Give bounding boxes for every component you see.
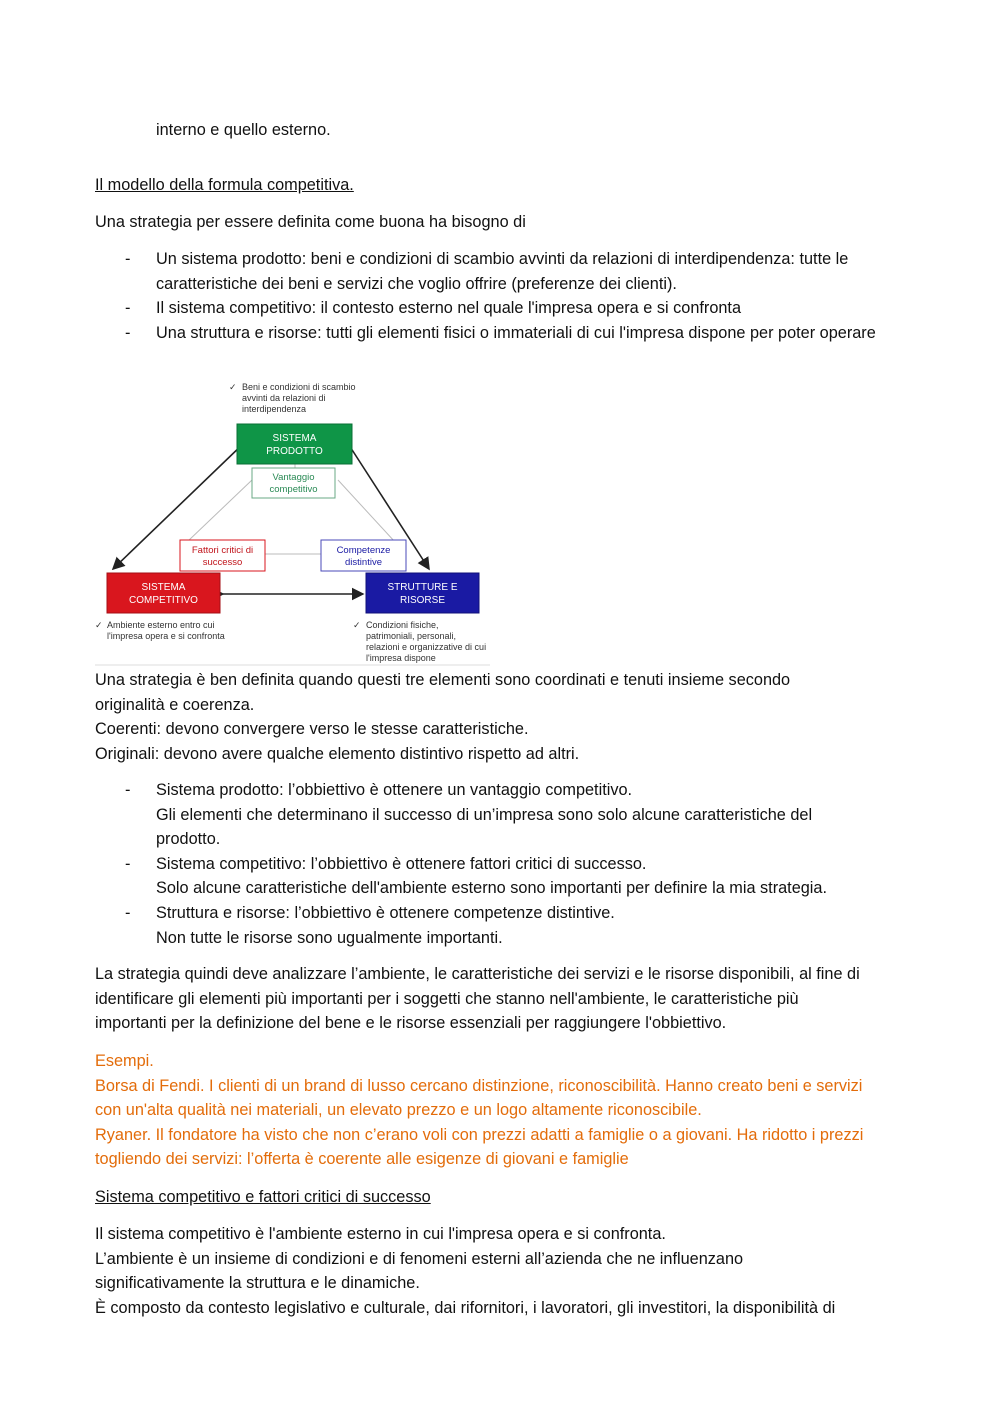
label-text: distintive — [345, 557, 382, 568]
paragraph-strategy-defined — [95, 668, 915, 766]
note-line: Ambiente esterno entro cui — [107, 620, 215, 630]
note-line: Condizioni fisiche, — [366, 620, 439, 630]
list-item-text: Il sistema competitivo: il contesto esterno nel quale l'impresa opera e si confronta — [156, 299, 742, 318]
list-item-text: Un sistema prodotto: beni e condizioni di scambio avvinti da relazioni di interdipendenza: tutte le caratteristiche dei beni e servizi che voglio offrire (preferenze dei clienti). — [156, 250, 849, 293]
lead-paragraph: Una strategia per essere definita come buona ha bisogno di — [95, 213, 526, 231]
check-icon: ✓ — [95, 620, 103, 630]
note-left — [95, 620, 225, 641]
top-note-line: avvinti da relazioni di — [242, 393, 326, 403]
note-line: relazioni e organizzative di cui — [366, 642, 487, 652]
box-label: PRODOTTO — [266, 446, 323, 457]
list-item-line: Non tutte le risorse sono ugualmente importanti. — [156, 928, 503, 947]
list-item-line: Sistema competitivo: l’obbiettivo è ottenere fattori critici di successo. — [156, 854, 647, 873]
bullet-dash: - — [125, 323, 131, 342]
paragraph-line: Il sistema competitivo è l'ambiente esterno in cui l'impresa opera e si confronta. — [95, 1225, 666, 1243]
bullet-dash: - — [125, 250, 131, 268]
list-item — [0, 296, 916, 321]
section-heading-competitive: Sistema competitivo e fattori critici di successo — [95, 1188, 431, 1206]
list-item-line: prodotto. — [156, 830, 221, 849]
list-item-text: Una struttura e risorse: tutti gli elementi fisici o immateriali di cui l'impresa dispone per poter operare — [156, 323, 876, 342]
box-label: STRUTTURE E — [387, 582, 458, 593]
bullet-dash: - — [125, 903, 131, 922]
list-item-line: Sistema prodotto: l’obbiettivo è ottenere un vantaggio competitivo. — [156, 781, 633, 799]
label-vantaggio-competitivo — [252, 468, 335, 498]
formula-bullet-list — [0, 247, 1000, 345]
paragraph-line: originalità e coerenza. — [95, 695, 255, 714]
box-label: COMPETITIVO — [129, 595, 198, 606]
label-text: successo — [202, 557, 243, 568]
examples-line: Esempi. — [95, 1052, 154, 1070]
top-note-line: Beni e condizioni di scambio — [242, 382, 356, 392]
section-heading-formula: Il modello della formula competitiva. — [95, 176, 354, 194]
list-item — [0, 247, 916, 296]
list-item — [0, 321, 916, 346]
label-text: competitivo — [269, 484, 318, 495]
label-text: Vantaggio — [272, 472, 315, 483]
paragraph-line: identificare gli elementi più importanti per i soggetti che stanno nell'ambiente, le caratteristiche più — [95, 989, 799, 1008]
paragraph-line: L’ambiente è un insieme di condizioni e di fenomeni esterni all’azienda che ne influenzano — [95, 1249, 744, 1268]
bullet-dash: - — [125, 781, 131, 799]
label-fattori-critici — [180, 540, 265, 571]
paragraph-competitive-system — [95, 1222, 915, 1320]
paragraph-line: importanti per la definizione del bene e le risorse essenziali per raggiungere l'obbiettivo. — [95, 1014, 727, 1033]
box-label: SISTEMA — [272, 433, 317, 444]
box-label: SISTEMA — [141, 582, 186, 593]
examples-line: togliendo dei servizi: l’offerta è coerente alle esigenze di giovani e famiglie — [95, 1150, 629, 1169]
list-item — [0, 852, 916, 901]
note-line: l'impresa dispone — [366, 653, 436, 663]
list-item-line: Struttura e risorse: l’obbiettivo è ottenere competenze distintive. — [156, 903, 615, 922]
check-icon: ✓ — [353, 620, 361, 630]
note-line: patrimoniali, personali, — [366, 631, 457, 641]
note-line: l'impresa opera e si confronta — [107, 631, 225, 641]
list-item — [0, 901, 916, 950]
examples-line: con un'alta qualità nei materiali, un elevato prezzo e un logo altamente riconoscibile. — [95, 1101, 702, 1120]
objectives-bullet-list — [0, 778, 1000, 950]
list-item-line: Solo alcune caratteristiche dell'ambiente esterno sono importanti per definire la mia strategia. — [156, 879, 827, 898]
bullet-dash: - — [125, 299, 131, 318]
examples-block — [95, 1049, 915, 1172]
paragraph-analysis — [95, 962, 915, 1036]
paragraph-line: Una strategia è ben definita quando questi tre elementi sono coordinati e tenuti insieme secondo — [95, 671, 791, 689]
examples-line: Borsa di Fendi. I clienti di un brand di lusso cercano distinzione, riconoscibilità. Hanno creato beni e servizi — [95, 1076, 863, 1095]
paragraph-line: Originali: devono avere qualche elemento distintivo rispetto ad altri. — [95, 744, 580, 763]
box-strutture-risorse — [366, 573, 479, 613]
label-text: Competenze — [336, 545, 391, 556]
bullet-dash: - — [125, 854, 131, 873]
paragraph-line: Coerenti: devono convergere verso le stesse caratteristiche. — [95, 720, 529, 739]
intro-line: interno e quello esterno. — [156, 121, 331, 139]
paragraph-line: La strategia quindi deve analizzare l’ambiente, le caratteristiche dei servizi e le risorse disponibili, al fine di — [95, 965, 860, 983]
box-label: RISORSE — [399, 595, 446, 606]
list-item-line: Gli elementi che determinano il successo di un’impresa sono solo alcune caratteristiche del — [156, 805, 813, 824]
label-text: Fattori critici di — [191, 545, 254, 556]
formula-competitiva-diagram — [95, 378, 490, 666]
list-item — [0, 778, 916, 852]
paragraph-line: significativamente la struttura e le dinamiche. — [95, 1274, 420, 1293]
label-competenze-distintive — [321, 540, 406, 571]
box-sistema-prodotto — [237, 424, 352, 464]
top-note-line: interdipendenza — [242, 404, 307, 414]
check-icon: ✓ — [229, 382, 237, 392]
examples-line: Ryaner. Il fondatore ha visto che non c’erano voli con prezzi adatti a famiglie o a giovani. Ha ridotto i prezzi — [95, 1125, 864, 1144]
paragraph-line: È composto da contesto legislativo e culturale, dai rifornitori, i lavoratori, gli investitori, la disponibilità di — [95, 1298, 836, 1317]
box-sistema-competitivo — [107, 573, 220, 613]
